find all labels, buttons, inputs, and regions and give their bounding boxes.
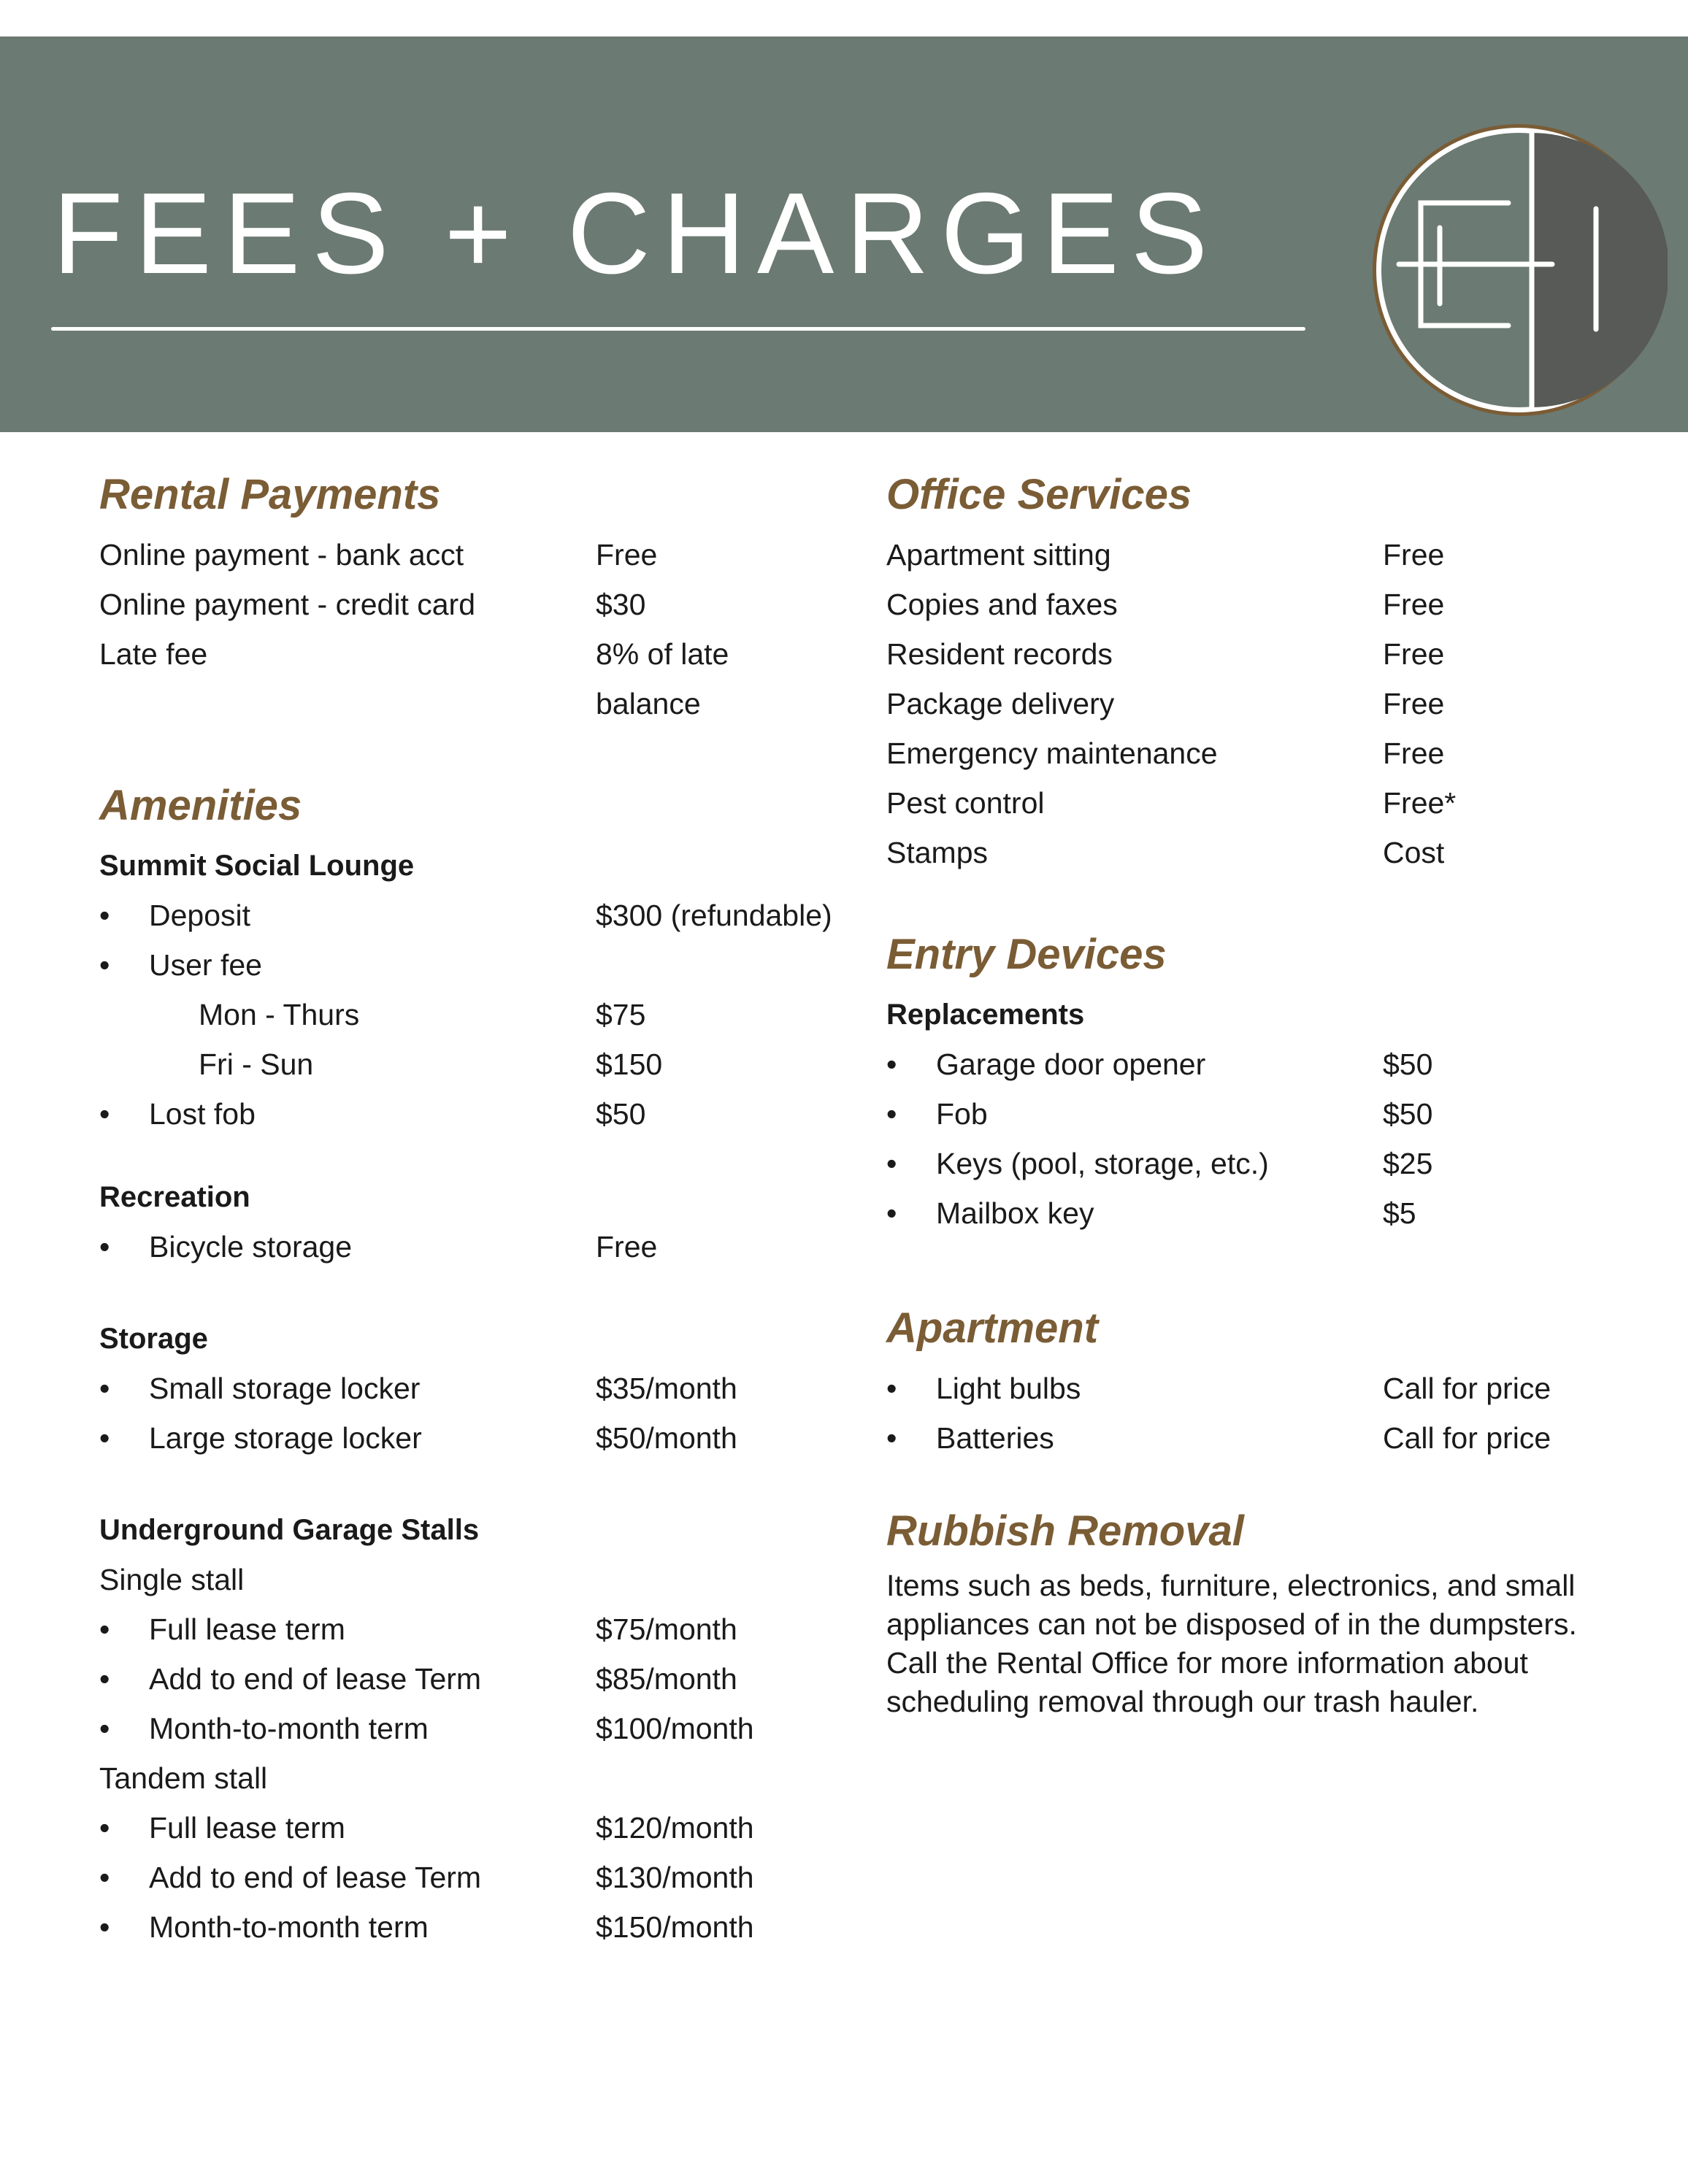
fee-row: [99, 1853, 859, 1902]
fee-label: User fee: [149, 948, 262, 982]
fee-label: Apartment sitting: [886, 538, 1111, 572]
fee-value: $150: [596, 1047, 663, 1081]
fee-value: Free: [596, 1230, 658, 1264]
entry-devices-heading: Entry Devices: [886, 931, 1167, 978]
fee-row: [99, 1704, 859, 1753]
page-title: FEES + CHARGES: [53, 169, 1220, 298]
fee-row: [99, 1803, 859, 1853]
right-column: [886, 460, 1616, 1721]
fee-value: $85/month: [596, 1662, 737, 1696]
fee-value: 8% of late: [596, 637, 729, 671]
fee-value: $75: [596, 998, 646, 1031]
fee-label: Keys (pool, storage, etc.): [936, 1147, 1269, 1180]
fee-row: [99, 940, 859, 990]
fee-value: $150/month: [596, 1910, 754, 1944]
fee-label: Pest control: [886, 786, 1045, 820]
fee-value: Free*: [1383, 786, 1457, 820]
fee-value: Free: [1383, 687, 1445, 720]
fee-label: Large storage locker: [149, 1421, 422, 1455]
fee-value: $100/month: [596, 1712, 754, 1745]
office-services-heading: Office Services: [886, 471, 1192, 518]
fee-value: Free: [1383, 538, 1445, 572]
fee-label: Lost fob: [149, 1097, 256, 1131]
storage-subheading: Storage: [99, 1323, 208, 1355]
fee-value: Free: [1383, 737, 1445, 770]
fee-value: $35/month: [596, 1372, 737, 1405]
bullet-icon: •: [99, 1910, 110, 1944]
fee-value: Free: [1383, 588, 1445, 621]
single-stall-label-row: [99, 1555, 859, 1604]
fee-label: Stamps: [886, 836, 988, 869]
fee-row: [99, 1222, 859, 1272]
fee-label: Light bulbs: [936, 1372, 1081, 1405]
fee-row: [99, 1039, 859, 1089]
fee-row: [99, 990, 859, 1039]
bullet-icon: •: [886, 1372, 897, 1405]
bullet-icon: •: [99, 1372, 110, 1405]
fee-label: Fob: [936, 1097, 988, 1131]
eh-logo: [1370, 121, 1668, 419]
fee-row: [99, 1364, 859, 1413]
fee-row: [886, 1089, 1616, 1139]
fee-label: Full lease term: [149, 1811, 345, 1845]
fee-value: $75/month: [596, 1612, 737, 1646]
fee-row: [886, 1364, 1616, 1413]
fee-label: Emergency maintenance: [886, 737, 1218, 770]
fee-row: [886, 580, 1616, 629]
bullet-icon: •: [99, 1712, 110, 1745]
fee-value: $300 (refundable): [596, 899, 832, 932]
fee-label: Online payment - credit card: [99, 588, 476, 621]
bullet-icon: •: [886, 1147, 897, 1180]
fee-label: Mailbox key: [936, 1196, 1094, 1230]
amenities-heading: Amenities: [99, 782, 302, 829]
fee-value: $50: [1383, 1047, 1433, 1081]
single-stall-label: Single stall: [99, 1563, 245, 1596]
apartment-heading: Apartment: [886, 1304, 1099, 1352]
bullet-icon: •: [99, 1230, 110, 1264]
header-banner: [0, 36, 1688, 432]
bullet-icon: •: [886, 1421, 897, 1455]
fee-row: [886, 728, 1616, 778]
fee-row: [99, 1654, 859, 1704]
bullet-icon: •: [99, 899, 110, 932]
fee-label: Small storage locker: [149, 1372, 421, 1405]
fee-value: $120/month: [596, 1811, 754, 1845]
bullet-icon: •: [886, 1196, 897, 1230]
fee-row: [886, 1039, 1616, 1089]
fee-value: balance: [596, 687, 701, 720]
title-divider: [51, 327, 1305, 331]
fee-label: Late fee: [99, 637, 208, 671]
bullet-icon: •: [99, 948, 110, 982]
fee-row: [99, 1413, 859, 1463]
bullet-icon: •: [99, 1097, 110, 1131]
fee-row: [886, 1188, 1616, 1238]
fee-label: Package delivery: [886, 687, 1115, 720]
fee-row: [99, 530, 859, 580]
fee-label: Month-to-month term: [149, 1712, 429, 1745]
fee-label: Copies and faxes: [886, 588, 1118, 621]
bullet-icon: •: [99, 1861, 110, 1894]
fee-row: [99, 580, 859, 629]
rubbish-removal-text: Items such as beds, furniture, electronics, and small appliances can not be disposed of in the dumpsters. Call the Rental Office for more information about scheduling removal through our trash hauler.: [886, 1569, 1577, 1718]
fee-value: Free: [596, 538, 658, 572]
fee-label: Full lease term: [149, 1612, 345, 1646]
fee-value: Call for price: [1383, 1372, 1551, 1405]
fee-label: Deposit: [149, 899, 251, 932]
fee-row: [99, 1089, 859, 1139]
fee-label: Resident records: [886, 637, 1113, 671]
fee-value: $50/month: [596, 1421, 737, 1455]
left-column: [99, 460, 859, 1952]
replacements-subheading: Replacements: [886, 999, 1085, 1031]
tandem-stall-label-row: [99, 1753, 859, 1803]
fee-label: Garage door opener: [936, 1047, 1206, 1081]
fee-label: Add to end of lease Term: [149, 1662, 482, 1696]
fee-label: Add to end of lease Term: [149, 1861, 482, 1894]
fee-value: $5: [1383, 1196, 1416, 1230]
fee-value: $25: [1383, 1147, 1433, 1180]
summit-lounge-subheading: Summit Social Lounge: [99, 850, 415, 882]
fee-row: [886, 629, 1616, 679]
bullet-icon: •: [99, 1662, 110, 1696]
bullet-icon: •: [99, 1811, 110, 1845]
fee-row: [886, 828, 1616, 877]
tandem-stall-label: Tandem stall: [99, 1761, 268, 1795]
fee-row: [886, 679, 1616, 728]
fee-row: [886, 1413, 1616, 1463]
fee-label: Online payment - bank acct: [99, 538, 464, 572]
fee-label: Month-to-month term: [149, 1910, 429, 1944]
fee-row: [886, 778, 1616, 828]
fee-label: Fri - Sun: [199, 1047, 314, 1081]
fee-value: $30: [596, 588, 646, 621]
garage-stalls-subheading: Underground Garage Stalls: [99, 1514, 480, 1546]
bullet-icon: •: [886, 1047, 897, 1081]
fee-value: $130/month: [596, 1861, 754, 1894]
fee-label: Mon - Thurs: [199, 998, 360, 1031]
fee-row: [99, 629, 859, 679]
fee-row: [99, 679, 859, 728]
fee-row: [99, 1902, 859, 1952]
fee-row: [99, 891, 859, 940]
fee-value: $50: [1383, 1097, 1433, 1131]
fee-label: Bicycle storage: [149, 1230, 353, 1264]
fee-value: $50: [596, 1097, 646, 1131]
bullet-icon: •: [99, 1612, 110, 1646]
fee-row: [886, 1139, 1616, 1188]
fee-value: Cost: [1383, 836, 1445, 869]
bullet-icon: •: [886, 1097, 897, 1131]
fee-value: Call for price: [1383, 1421, 1551, 1455]
rental-payments-heading: Rental Payments: [99, 471, 441, 518]
rubbish-removal-heading: Rubbish Removal: [886, 1507, 1244, 1555]
fee-row: [99, 1604, 859, 1654]
recreation-subheading: Recreation: [99, 1181, 250, 1213]
fee-value: Free: [1383, 637, 1445, 671]
fee-label: Batteries: [936, 1421, 1054, 1455]
fee-row: [886, 530, 1616, 580]
bullet-icon: •: [99, 1421, 110, 1455]
